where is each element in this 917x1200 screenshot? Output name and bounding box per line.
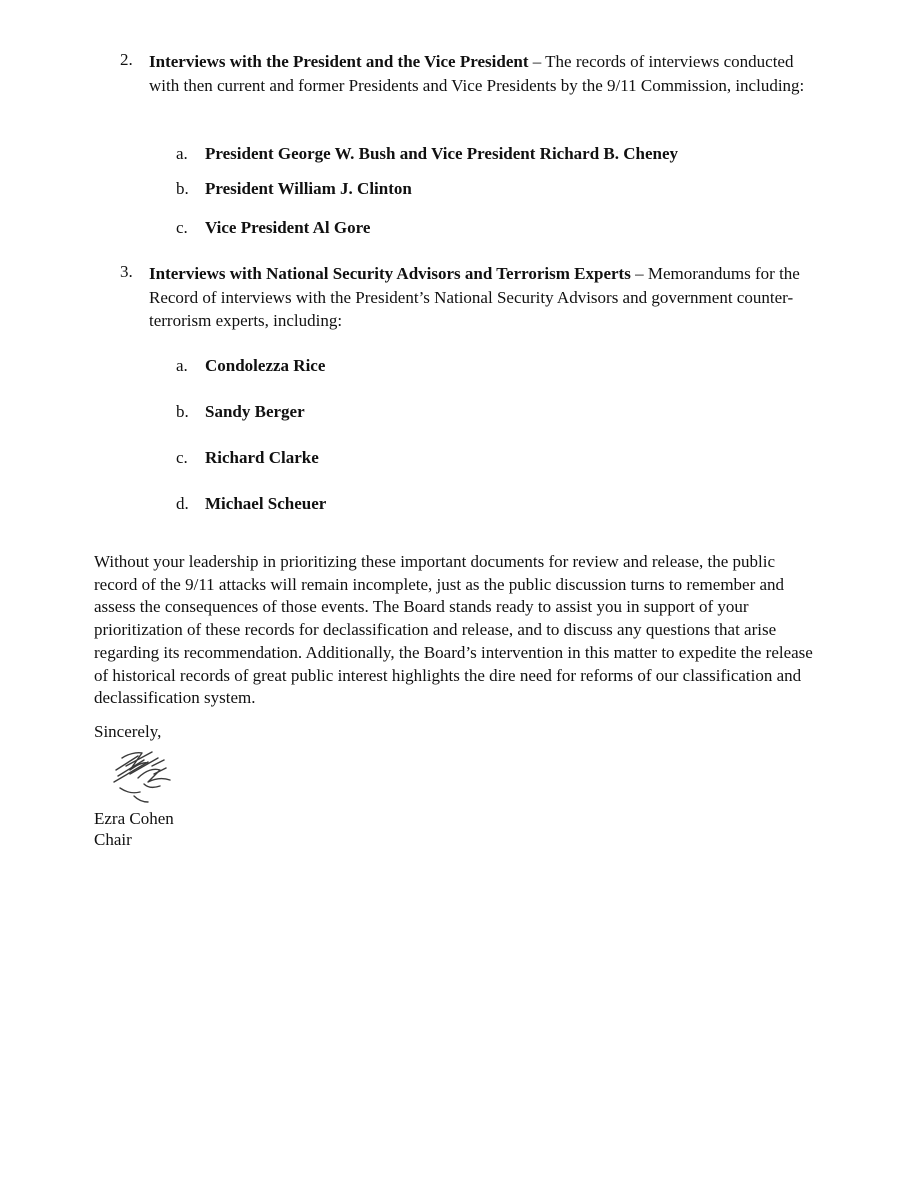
list-item-title: Interviews with the President and the Vice President [149, 52, 529, 71]
sub-item-name: Sandy Berger [205, 402, 305, 421]
sub-item [176, 178, 816, 200]
sub-item-name: Vice President Al Gore [205, 218, 371, 237]
list-item-3 [120, 262, 810, 333]
closing-paragraph: Without your leadership in prioritizing these important documents for review and release, the public record of the 9/11 attacks will remain incomplete, just as the public discussion turns to remember and assess the consequences of those events. The Board stands ready to assist you in support of your prioritization of these records for declassification and release, and to discuss any questions that arise regarding its recommendation. Additionally, the Board’s intervention in this matter to expedite the release of historical records of great public interest highlights the dire need for reforms of our classification and declassification system. [94, 552, 813, 708]
sub-item-name: Condolezza Rice [205, 356, 326, 375]
sub-item [176, 447, 816, 469]
sub-item [176, 401, 816, 423]
sub-item [176, 217, 816, 239]
sub-item-name: President William J. Clinton [205, 179, 412, 198]
sub-item [176, 143, 816, 165]
list-item-text [149, 262, 810, 333]
sub-item [176, 355, 816, 377]
sub-item-letter: b. [176, 179, 189, 198]
list-item-title: Interviews with National Security Advisors and Terrorism Experts [149, 264, 631, 283]
sub-item-letter: c. [176, 218, 188, 237]
signature-image [108, 748, 178, 806]
list-item-text [149, 50, 810, 97]
sub-item-letter: b. [176, 402, 189, 421]
sub-item-name: Richard Clarke [205, 448, 319, 467]
list-item-description: – The records of interviews conducted with then current and former Presidents and Vice Presidents by the 9/11 Commission, including: [149, 52, 805, 95]
sub-item-letter: c. [176, 448, 188, 467]
signer-name: Ezra Cohen [94, 809, 174, 828]
signer-title: Chair [94, 830, 132, 849]
list-item-number: 2. [120, 50, 133, 69]
sub-item-letter: d. [176, 494, 189, 513]
sub-item-name: Michael Scheuer [205, 494, 327, 513]
sub-item-letter: a. [176, 144, 188, 163]
sign-off: Sincerely, [94, 722, 162, 741]
sub-item [176, 493, 816, 515]
sub-item-letter: a. [176, 356, 188, 375]
sub-item-name: President George W. Bush and Vice President Richard B. Cheney [205, 144, 679, 163]
list-item-description: – Memorandums for the Record of interviews with the President’s National Security Advisors and government counter-terrorism experts, including: [149, 264, 800, 330]
list-item-number: 3. [120, 262, 133, 281]
list-item-2 [120, 50, 810, 97]
